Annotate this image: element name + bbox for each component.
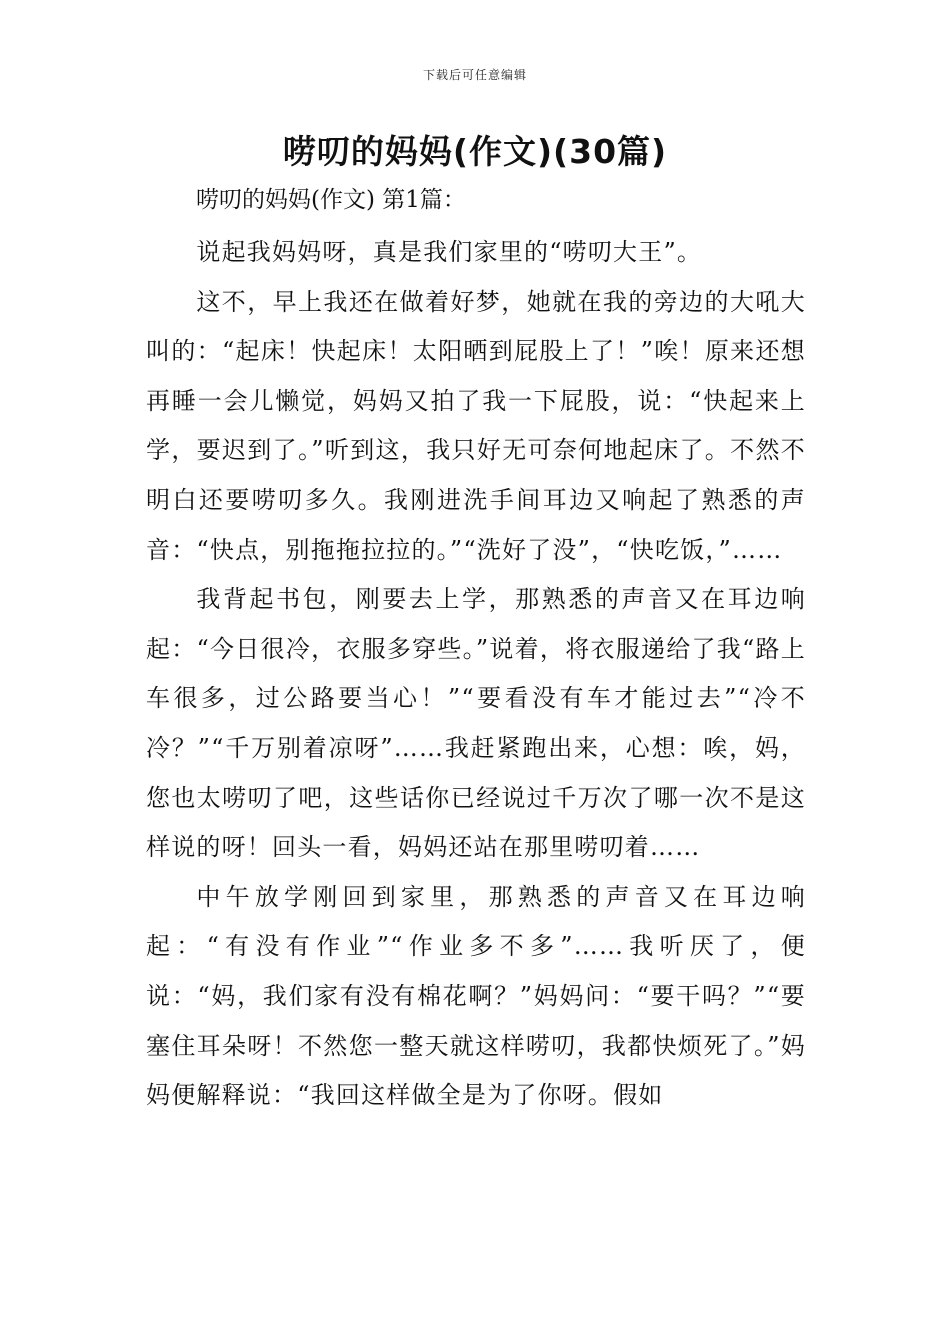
essay-body [146, 228, 806, 1121]
paragraph-2: 这不，早上我还在做着好梦，她就在我的旁边的大吼大叫的：“起床！快起床！太阳晒到屁股上了！”唉！原来还想再睡一会儿懒觉，妈妈又拍了我一下屁股，说：“快起来上学，要迟到了。”听到这，我只好无可奈何地起床了。不然不明白还要唠叨多久。我刚进洗手间耳边又响起了熟悉的声音：“快点，别拖拖拉拉的。”“洗好了没”，“快吃饭，”…… [146, 287, 806, 564]
paragraph-1: 说起我妈妈呀，真是我们家里的“唠叨大王”。 [196, 238, 703, 266]
header-note: 下载后可任意编辑 [422, 68, 527, 82]
document-title: 唠叨的妈妈(作文)(30篇) [282, 132, 668, 171]
paragraph-4: 中午放学刚回到家里，那熟悉的声音又在耳边响起：“有没有作业”“作业多不多”……我听厌了，便说：“妈，我们家有没有棉花啊？”妈妈问：“要干吗？”“要塞住耳朵呀！不然您一整天就这样唠叨，我都快烦死了。”妈妈便解释说：“我回这样做全是为了你呀。假如 [146, 882, 806, 1110]
section-subtitle: 唠叨的妈妈(作文) 第1篇： [196, 187, 466, 213]
paragraph-3: 我背起书包，刚要去上学，那熟悉的声音又在耳边响起：“今日很冷，衣服多穿些。”说着，将衣服递给了我“路上车很多，过公路要当心！”“要看没有车才能过去”“冷不冷？”“千万别着凉呀”……我赶紧跑出来，心想：唉，妈，您也太唠叨了吧，这些话你已经说过千万次了哪一次不是这样说的呀！回头一看，妈妈还站在那里唠叨着…… [146, 585, 806, 862]
